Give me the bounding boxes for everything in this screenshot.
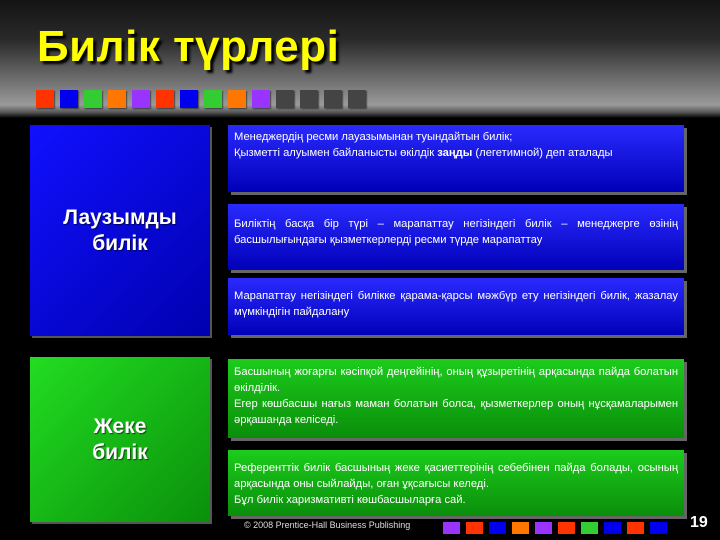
decorative-square	[512, 522, 529, 534]
decorative-squares-top	[36, 90, 366, 108]
reward-power-card	[228, 204, 684, 270]
referent-power-card	[228, 450, 684, 516]
decorative-square	[627, 522, 644, 534]
decorative-square	[276, 90, 294, 108]
decorative-square	[535, 522, 552, 534]
decorative-square	[180, 90, 198, 108]
legitimate-power-line2	[234, 145, 678, 161]
decorative-square	[443, 522, 460, 534]
decorative-square	[558, 522, 575, 534]
legitimate-power-bold: заңды	[437, 147, 473, 159]
copyright-footer: © 2008 Prentice-Hall Business Publishing	[244, 520, 411, 530]
formal-power-label: Лаузымды билік	[63, 205, 177, 255]
coercive-power-text: Марапаттау негізіндегі билікке қарама-қарсы мәжбүр ету негізіндегі билік, жазалау мүмкіндігін пайдалану	[234, 290, 678, 318]
legitimate-power-text-b: (легетимной) деп аталады	[472, 147, 613, 159]
coercive-power-card	[228, 278, 684, 335]
decorative-square	[466, 522, 483, 534]
personal-power-box	[30, 357, 210, 522]
expert-power-p2: Егер көшбасшы нағыз маман болатын болса, қызметкерлер оның нұсқамаларымен әрқашанда келіседі.	[234, 398, 678, 426]
referent-power-p2: Бұл билік харизмативті көшбасшыларға сай.	[234, 494, 466, 506]
decorative-square	[581, 522, 598, 534]
legitimate-power-text-a: Қызметті алуымен байланысты өкілдік	[234, 147, 438, 159]
decorative-square	[348, 90, 366, 108]
decorative-square	[60, 90, 78, 108]
legitimate-power-card	[228, 125, 684, 192]
expert-power-p1: Басшының жоғарғы кәсіпқой деңгейінің, оның құзыретінің арқасында пайда болатын өкілділік.	[234, 366, 678, 394]
decorative-square	[132, 90, 150, 108]
reward-power-text: Биліктің басқа бір түрі – марапаттау негізіндегі билік – менеджерге өзінің басшылығындағы қызметкерлерді ресми түрде марапаттау	[234, 218, 678, 246]
decorative-square	[108, 90, 126, 108]
decorative-square	[204, 90, 222, 108]
decorative-square	[156, 90, 174, 108]
referent-power-p1: Референттік билік басшының жеке қасиеттерінің себебінен пайда болады, осының арқасында оны сыйлайды, оған ұқсағысы келеді.	[234, 462, 678, 490]
formal-power-box	[30, 125, 210, 336]
decorative-square	[604, 522, 621, 534]
decorative-square	[36, 90, 54, 108]
decorative-square	[300, 90, 318, 108]
page-number: 19	[690, 514, 708, 531]
decorative-square	[228, 90, 246, 108]
decorative-square	[324, 90, 342, 108]
slide-title: Билік түрлері	[37, 22, 340, 71]
decorative-square	[84, 90, 102, 108]
personal-power-label: Жеке билік	[92, 414, 148, 464]
decorative-square	[252, 90, 270, 108]
decorative-square	[650, 522, 667, 534]
expert-power-card	[228, 359, 684, 438]
decorative-squares-bottom	[443, 522, 667, 534]
decorative-square	[489, 522, 506, 534]
legitimate-power-line1: Менеджердің ресми лауазымынан туындайтын билік;	[234, 131, 513, 143]
